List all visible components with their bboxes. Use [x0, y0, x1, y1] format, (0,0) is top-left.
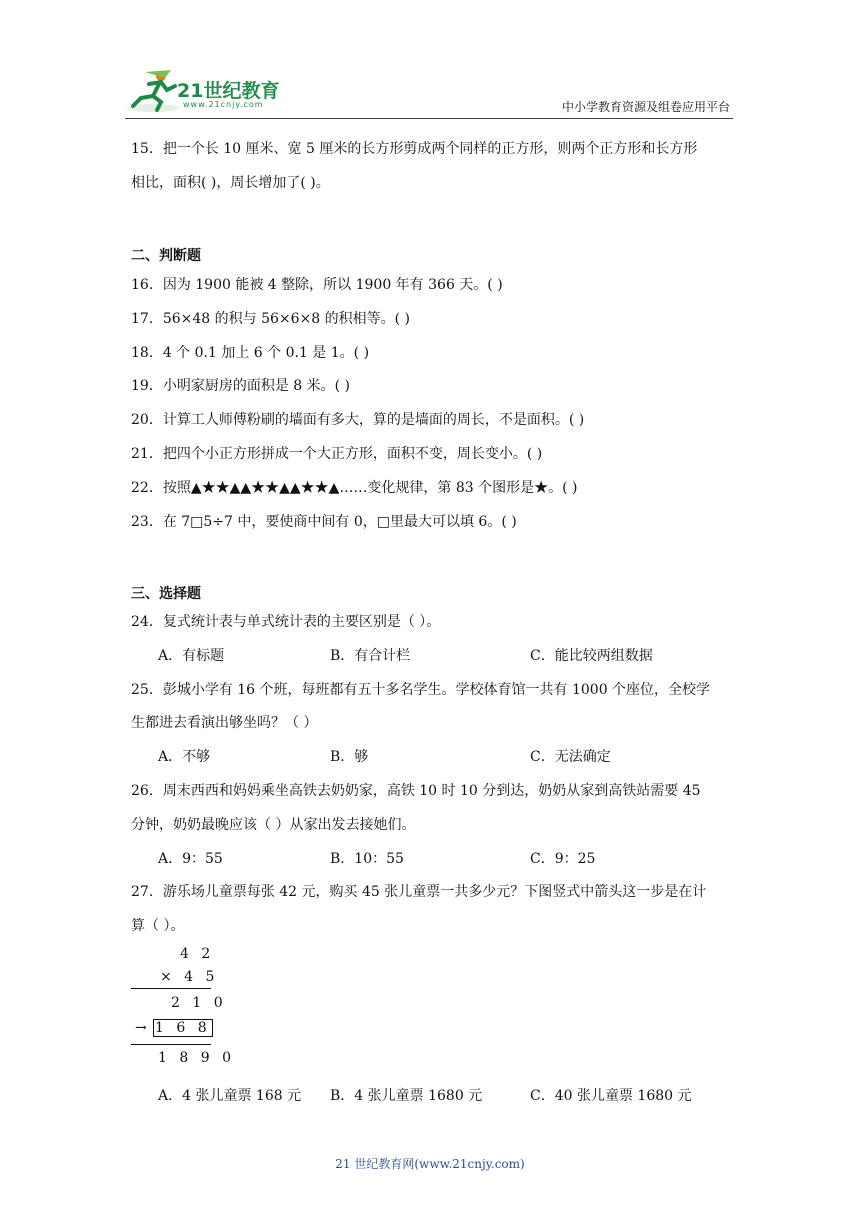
judgement-item: 21．把四个小正方形拼成一个大正方形，面积不变，周长变小。( ) [131, 446, 543, 462]
judgement-item: 19．小明家厨房的面积是 8 米。( ) [131, 378, 350, 394]
q24-stem: 24．复式统计表与单式统计表的主要区别是（ ）。 [131, 614, 441, 630]
vertical-rule-top [131, 988, 211, 989]
vertical-partial-product-1: 2 1 0 [171, 995, 227, 1011]
q25-option-c: C．无法确定 [530, 749, 611, 765]
q26-option-c: C．9：25 [530, 851, 596, 867]
vertical-rule-bottom [131, 1044, 211, 1045]
q24-option-c: C．能比较两组数据 [530, 648, 653, 664]
vertical-product: 1 8 9 0 [158, 1050, 235, 1066]
q27-line1: 27．游乐场儿童票每张 42 元，购买 45 张儿童票一共多少元？下图竖式中箭头这一步是在计 [131, 884, 707, 900]
judgement-item: 22．按照▲★★▲▲★★▲▲★★▲……变化规律，第 83 个图形是★。( ) [131, 480, 578, 496]
q27-option-a: A．4 张儿童票 168 元 [158, 1088, 302, 1104]
q26-line2: 分钟，奶奶最晚应该（ ）从家出发去接她们。 [131, 817, 416, 833]
header-divider [125, 118, 733, 119]
judgement-item: 17．56×48 的积与 56×6×8 的积相等。( ) [131, 311, 410, 327]
q15-line1: 15．把一个长 10 厘米、宽 5 厘米的长方形剪成两个同样的正方形，则两个正方形和长方形 [131, 141, 698, 157]
judgement-item: 23．在 7□5÷7 中，要使商中间有 0，□里最大可以填 6。( ) [131, 514, 517, 530]
q27-option-c: C．40 张儿童票 1680 元 [530, 1088, 692, 1104]
vertical-partial-product-2: 1 6 8 [155, 1020, 211, 1036]
q27-option-b: B．4 张儿童票 1680 元 [330, 1088, 483, 1104]
q25-line1: 25．彭城小学有 16 个班，每班都有五十多名学生。学校体育馆一共有 1000 个座位，全校学 [131, 682, 711, 698]
section-choice-title: 三、选择题 [131, 586, 201, 602]
q15-line2: 相比，面积( )，周长增加了( )。 [131, 175, 330, 191]
q26-option-b: B．10：55 [330, 851, 404, 867]
q24-option-b: B．有合计栏 [330, 648, 411, 664]
q26-option-a: A．9：55 [158, 851, 223, 867]
arrow-icon: → [135, 1020, 147, 1036]
q25-line2: 生都进去看演出够坐吗？（ ） [131, 715, 318, 731]
q25-option-b: B．够 [330, 749, 369, 765]
logo-subtext: www.21cnjy.com [183, 100, 264, 109]
q26-line1: 26．周末西西和妈妈乘坐高铁去奶奶家，高铁 10 时 10 分到达，奶奶从家到高铁站需要 45 [131, 783, 701, 799]
logo [125, 68, 290, 114]
header-platform-text: 中小学教育资源及组卷应用平台 [561, 100, 730, 114]
judgement-item: 18．4 个 0.1 加上 6 个 0.1 是 1。( ) [131, 345, 370, 361]
judgement-item: 20．计算工人师傅粉刷的墙面有多大，算的是墙面的周长，不是面积。( ) [131, 412, 585, 428]
footer-link[interactable]: 21 世纪教育网(www.21cnjy.com) [335, 1157, 525, 1171]
vertical-multiplier: × 4 5 [160, 969, 219, 985]
q25-option-a: A．不够 [158, 749, 211, 765]
q27-line2: 算（ ）。 [131, 918, 185, 934]
runner-logo-icon [125, 68, 185, 114]
judgement-item: 16．因为 1900 能被 4 整除，所以 1900 年有 366 天。( ) [131, 277, 503, 293]
vertical-multiplicand: 4 2 [180, 946, 215, 962]
section-judgement-title: 二、判断题 [131, 248, 201, 264]
logo-text: 21世纪教育 [177, 80, 280, 102]
q24-option-a: A．有标题 [158, 648, 225, 664]
